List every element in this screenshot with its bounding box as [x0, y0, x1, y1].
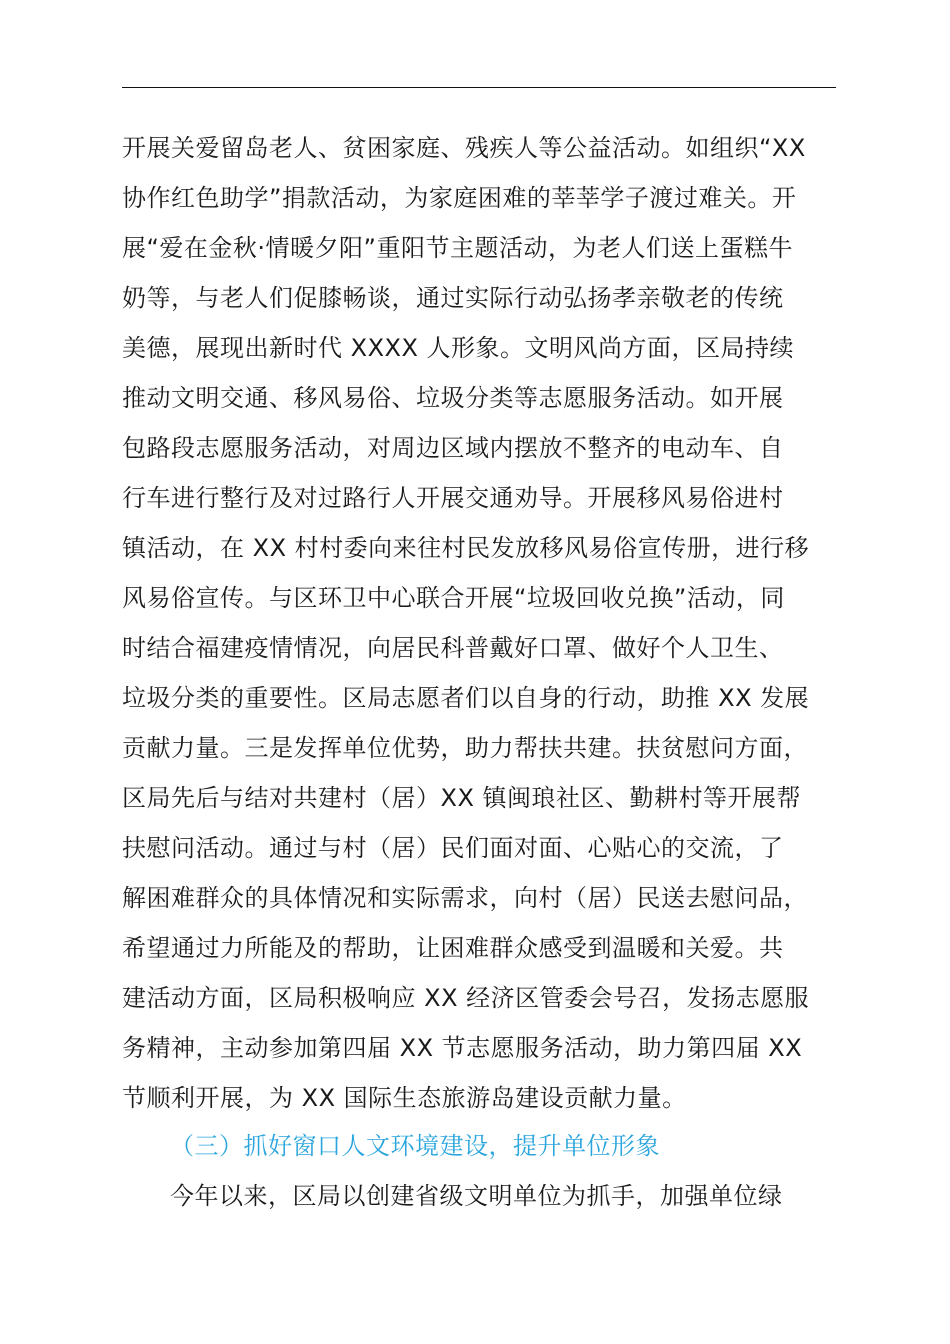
body-line-4: 奶等，与老人们促膝畅谈，通过实际行动弘扬孝亲敬老的传统 [122, 284, 784, 312]
body-line-10: 风易俗宣传。与区环卫中心联合开展“垃圾回收兑换”活动，同 [122, 584, 785, 612]
section-heading: （三）抓好窗口人文环境建设，提升单位形象 [170, 1132, 660, 1160]
body-line-13: 贡献力量。三是发挥单位优势，助力帮扶共建。扶贫慰问方面， [122, 734, 808, 762]
header-rule [122, 87, 836, 88]
body-line-15: 扶慰问活动。通过与村（居）民们面对面、心贴心的交流，了 [122, 834, 784, 862]
body-line-20: 节顺利开展，为 XX 国际生态旅游岛建设贡献力量。 [122, 1084, 687, 1112]
body-line-6: 推动文明交通、移风易俗、垃圾分类等志愿服务活动。如开展 [122, 384, 784, 412]
body-line-19: 务精神，主动参加第四届 XX 节志愿服务活动，助力第四届 XX [122, 1034, 803, 1062]
body-line-16: 解困难群众的具体情况和实际需求，向村（居）民送去慰问品， [122, 884, 808, 912]
body-line-11: 时结合福建疫情情况，向居民科普戴好口罩、做好个人卫生、 [122, 634, 784, 662]
body-line-9: 镇活动，在 XX 村村委向来往村民发放移风易俗宣传册，进行移 [122, 534, 810, 562]
body-line-1: 开展关爱留岛老人、贫困家庭、残疾人等公益活动。如组织“XX [122, 134, 806, 162]
body-line-5: 美德，展现出新时代 XXXX 人形象。文明风尚方面，区局持续 [122, 334, 795, 362]
body-line-7: 包路段志愿服务活动，对周边区域内摆放不整齐的电动车、自 [122, 434, 784, 462]
body-line-2: 协作红色助学”捐款活动，为家庭困难的莘莘学子渡过难关。开 [122, 184, 797, 212]
body-line-14: 区局先后与结对共建村（居）XX 镇闽琅社区、勤耕村等开展帮 [122, 784, 802, 812]
body-line-18: 建活动方面，区局积极响应 XX 经济区管委会号召，发扬志愿服 [122, 984, 810, 1012]
body-line-12: 垃圾分类的重要性。区局志愿者们以自身的行动，助推 XX 发展 [122, 684, 810, 712]
paragraph-first-line: 今年以来，区局以创建省级文明单位为抓手，加强单位绿 [170, 1182, 783, 1210]
body-line-3: 展“爱在金秋·情暖夕阳”重阳节主题活动，为老人们送上蛋糕牛 [122, 234, 793, 262]
body-line-17: 希望通过力所能及的帮助，让困难群众感受到温暖和关爱。共 [122, 934, 784, 962]
body-line-8: 行车进行整行及对过路行人开展交通劝导。开展移风易俗进村 [122, 484, 784, 512]
